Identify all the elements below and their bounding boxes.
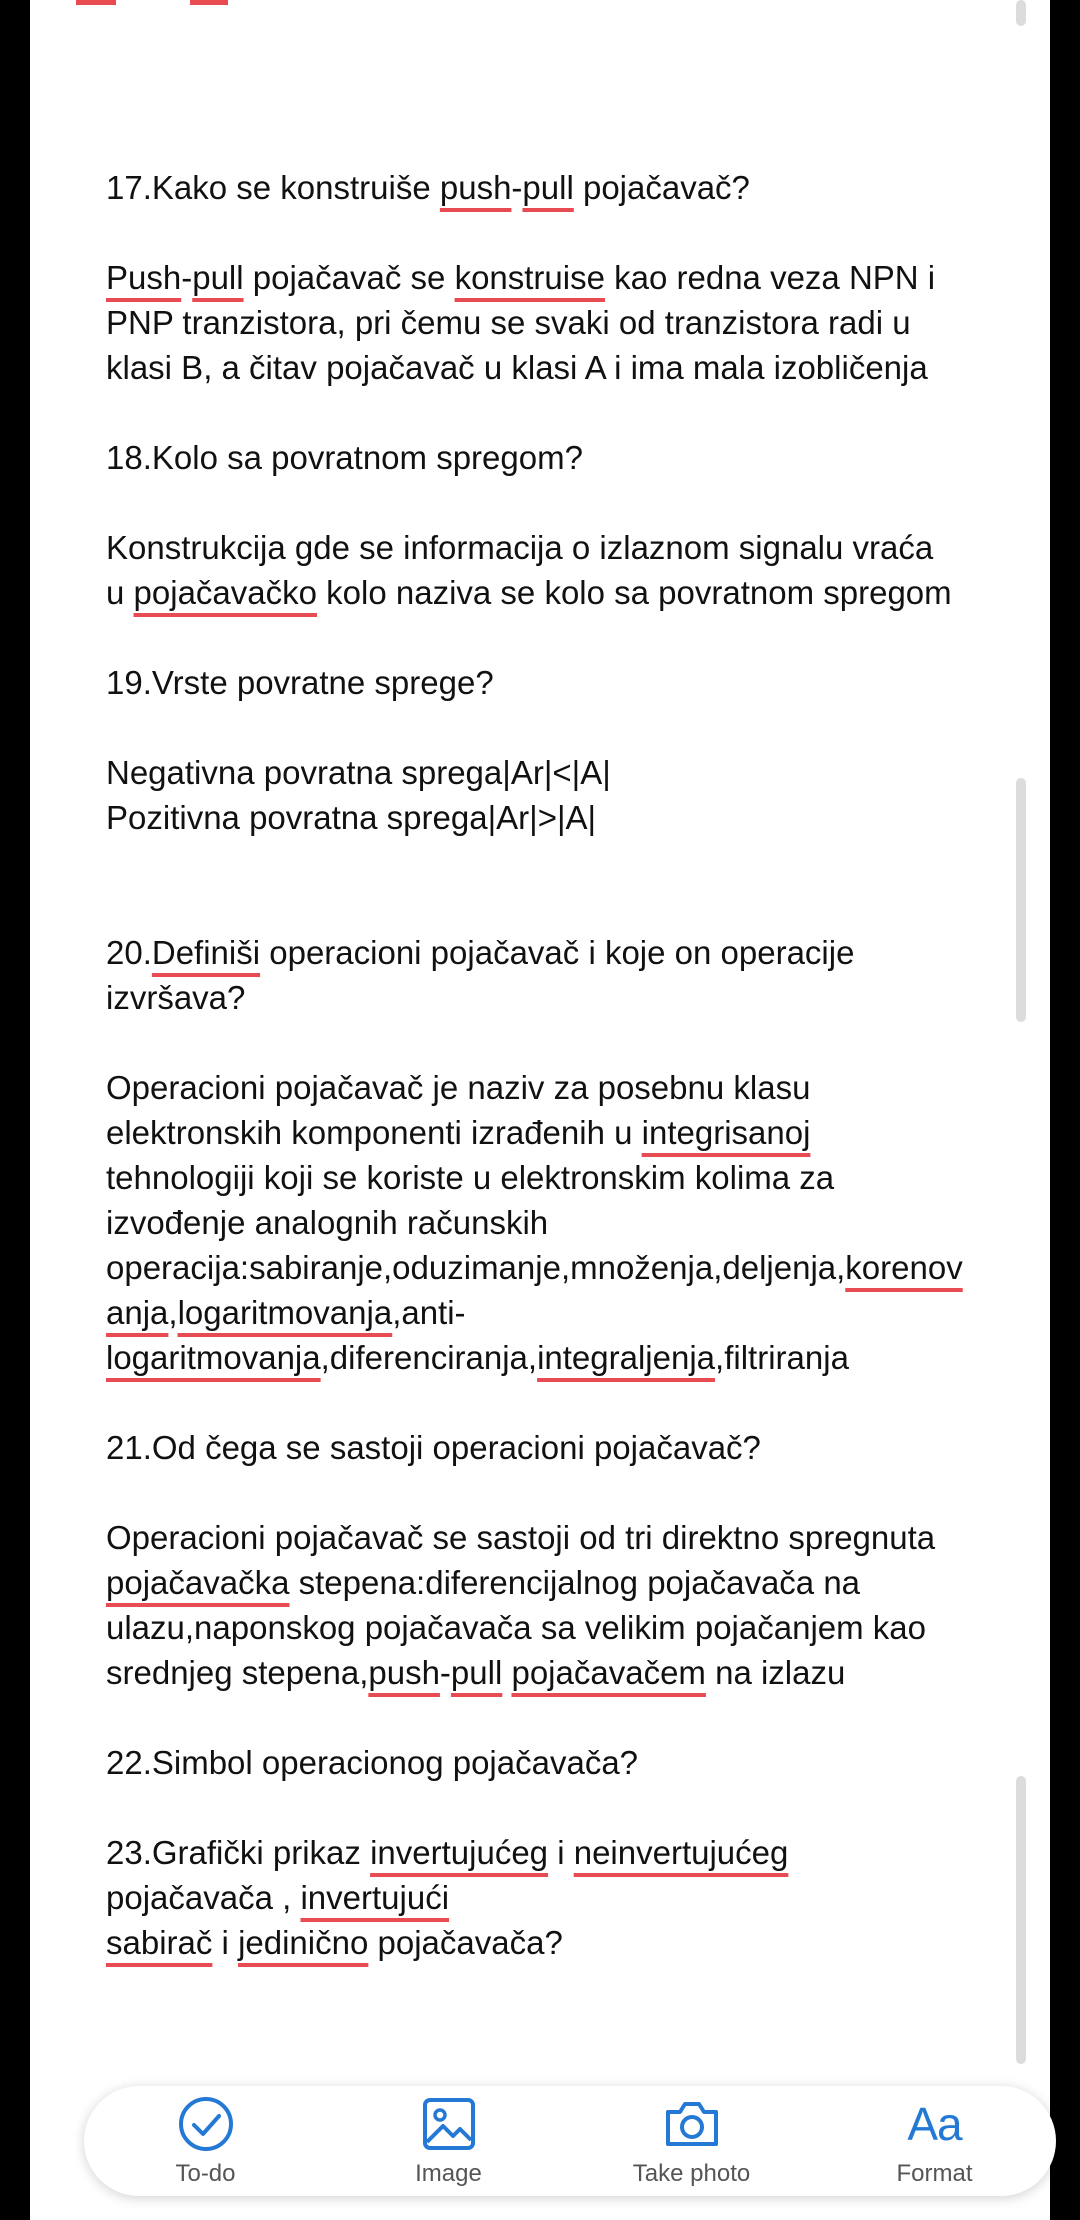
note-paragraph xyxy=(106,1740,1036,1785)
format-label: Format xyxy=(896,2160,973,2187)
todo-check-icon xyxy=(177,2094,235,2154)
spellcheck-word: korenov xyxy=(845,1249,963,1286)
scrollbar-segment[interactable] xyxy=(1016,1776,1026,2064)
note-line xyxy=(106,525,1036,570)
text-run: Pozitivna povratna sprega|Ar|>|A| xyxy=(106,799,597,836)
text-run: Konstrukcija gde se informacija o izlaznom signalu vraća xyxy=(106,529,934,566)
note-body[interactable] xyxy=(106,0,1036,1965)
todo-label: To-do xyxy=(175,2160,236,2187)
text-run: i xyxy=(212,1924,239,1961)
spellcheck-word: Definiši xyxy=(151,934,261,971)
spellcheck-word: integraljenja xyxy=(537,1339,716,1376)
text-run: pojačavača , xyxy=(106,1879,301,1916)
blank-line xyxy=(106,885,1036,930)
spellcheck-word: logaritmovanja xyxy=(177,1294,393,1331)
text-run: 20. xyxy=(106,934,152,971)
note-line xyxy=(106,1065,1036,1110)
image-icon xyxy=(421,2094,477,2154)
note-line xyxy=(106,1920,1036,1965)
bottom-toolbar xyxy=(84,2086,1056,2196)
text-run: elektronskih komponenti izrađenih u xyxy=(106,1114,642,1151)
spellcheck-word: pull xyxy=(450,1654,503,1691)
text-run: u xyxy=(106,574,134,611)
text-run: 23.Grafički prikaz xyxy=(106,1834,371,1871)
text-run: 18.Kolo sa povratnom spregom? xyxy=(106,439,583,476)
blank-line xyxy=(106,705,1036,750)
blank-line xyxy=(106,615,1036,660)
note-line xyxy=(106,435,1036,480)
blank-line xyxy=(106,1020,1036,1065)
spellcheck-word: pull xyxy=(522,169,574,206)
take-photo-label: Take photo xyxy=(632,2160,751,2187)
scrollbar-segment[interactable] xyxy=(1016,0,1026,26)
spellcheck-word: anja xyxy=(106,1294,169,1331)
note-line xyxy=(106,1875,1036,1920)
spellcheck-word: integrisanoj xyxy=(641,1114,811,1151)
note-paragraph xyxy=(106,255,1036,390)
spellcheck-word: Push xyxy=(106,259,182,296)
blank-line xyxy=(106,1785,1036,1830)
note-top-spacer xyxy=(106,0,1036,165)
text-run: kolo naziva se kolo sa povratnom spregom xyxy=(316,574,952,611)
text-run: pojačavač se xyxy=(243,259,455,296)
image-button[interactable] xyxy=(349,2094,549,2188)
todo-button[interactable] xyxy=(106,2094,306,2188)
take-photo-button[interactable] xyxy=(592,2094,792,2188)
spellcheck-word: pojačavačko xyxy=(133,574,317,611)
text-run: i xyxy=(548,1834,574,1871)
note-line xyxy=(106,300,1036,345)
note-line xyxy=(106,750,1036,795)
text-run: Negativna povratna sprega|Ar|<|A| xyxy=(106,754,611,791)
text-run: na izlazu xyxy=(705,1654,846,1691)
note-line xyxy=(106,795,1036,840)
text-run: 17.Kako se konstruiše xyxy=(106,169,440,206)
text-run: klasi B, a čitav pojačavač u klasi A i ima mala izobličenja xyxy=(106,349,928,386)
note-line xyxy=(106,1335,1036,1380)
text-run: 19.Vrste povratne sprege? xyxy=(106,664,494,701)
text-run: - xyxy=(511,169,523,206)
text-run: 22.Simbol operacionog pojačavača? xyxy=(106,1744,639,1781)
text-run: - xyxy=(181,259,193,296)
note-line xyxy=(106,1560,1036,1605)
note-line xyxy=(106,1155,1036,1200)
format-glyph: Aa xyxy=(907,2098,962,2150)
text-run: izvođenje analognih računskih xyxy=(106,1204,549,1241)
text-run: kao redna veza NPN i xyxy=(604,259,936,296)
note-line xyxy=(106,975,1036,1020)
note-paragraph xyxy=(106,930,1036,1020)
note-paragraph xyxy=(106,1830,1036,1965)
blank-line xyxy=(106,210,1036,255)
note-line xyxy=(106,345,1036,390)
text-run: tehnologiji koji se koriste u elektronskim kolima za xyxy=(106,1159,835,1196)
spellcheck-word: logaritmovanja xyxy=(106,1339,321,1376)
note-paragraph xyxy=(106,1515,1036,1695)
spellcheck-word: pull xyxy=(192,259,244,296)
note-line xyxy=(106,1245,1036,1290)
note-line xyxy=(106,1605,1036,1650)
blank-line xyxy=(106,840,1036,885)
spellcheck-word: sabirač xyxy=(106,1924,213,1961)
text-run: PNP tranzistora, pri čemu se svaki od tranzistora radi u xyxy=(106,304,911,341)
spellcheck-word: invertujući xyxy=(300,1879,450,1916)
format-button[interactable] xyxy=(835,2094,1035,2188)
note-paragraph xyxy=(106,165,1036,210)
text-run: izvršava? xyxy=(106,979,246,1016)
text-run: stepena:diferencijalnog pojačavača na xyxy=(289,1564,861,1601)
text-run: srednjeg stepena, xyxy=(106,1654,369,1691)
text-run: Operacioni pojačavač je naziv za posebnu klasu xyxy=(106,1069,811,1106)
text-run: operacioni pojačavač i koje on operacije xyxy=(260,934,855,971)
image-label: Image xyxy=(415,2160,482,2187)
blank-line xyxy=(106,1470,1036,1515)
note-line xyxy=(106,1110,1036,1155)
note-paragraph xyxy=(106,1425,1036,1470)
blank-line xyxy=(106,1695,1036,1740)
note-line xyxy=(106,1290,1036,1335)
note-line xyxy=(106,1650,1036,1695)
spellcheck-word: invertujućeg xyxy=(370,1834,549,1871)
note-line xyxy=(106,255,1036,300)
text-run: 21.Od čega se sastoji operacioni pojačavač? xyxy=(106,1429,761,1466)
text-run: ulazu,naponskog pojačavača sa velikim pojačanjem kao xyxy=(106,1609,926,1646)
camera-icon xyxy=(662,2094,722,2154)
text-run: ,anti- xyxy=(392,1294,466,1331)
text-run: ,diferenciranja, xyxy=(320,1339,538,1376)
text-run: operacija:sabiranje,oduzimanje,množenja,deljenja, xyxy=(106,1249,846,1286)
spellcheck-word: neinvertujućeg xyxy=(573,1834,789,1871)
note-paragraph xyxy=(106,1065,1036,1380)
note-paragraph xyxy=(106,750,1036,840)
note-line xyxy=(106,1740,1036,1785)
spellcheck-word: push xyxy=(368,1654,440,1691)
text-run: - xyxy=(439,1654,451,1691)
note-line xyxy=(106,660,1036,705)
blank-line xyxy=(106,390,1036,435)
text-run: ,filtriranja xyxy=(715,1339,849,1376)
scrollbar-thumb[interactable] xyxy=(1016,778,1026,1022)
note-line xyxy=(106,165,1036,210)
blank-line xyxy=(106,480,1036,525)
note-paragraph xyxy=(106,435,1036,480)
spellcheck-word: konstruise xyxy=(454,259,605,296)
text-run: pojačavač? xyxy=(573,169,750,206)
text-run: , xyxy=(168,1294,178,1331)
note-line xyxy=(106,930,1036,975)
note-paragraph xyxy=(106,660,1036,705)
blank-line xyxy=(106,1380,1036,1425)
note-line xyxy=(106,1830,1036,1875)
note-line xyxy=(106,570,1036,615)
spellcheck-word: push xyxy=(439,169,512,206)
text-run: pojačavača? xyxy=(368,1924,563,1961)
text-run: Operacioni pojačavač se sastoji od tri direktno spregnuta xyxy=(106,1519,936,1556)
note-line xyxy=(106,1200,1036,1245)
spellcheck-word: jedinično xyxy=(238,1924,369,1961)
format-text-icon xyxy=(907,2094,961,2154)
note-line xyxy=(106,1425,1036,1470)
note-line xyxy=(106,1515,1036,1560)
note-page[interactable] xyxy=(30,0,1050,2220)
spellcheck-word: pojačavačka xyxy=(106,1564,290,1601)
note-paragraph xyxy=(106,525,1036,615)
spellcheck-word: pojačavačem xyxy=(511,1654,706,1691)
